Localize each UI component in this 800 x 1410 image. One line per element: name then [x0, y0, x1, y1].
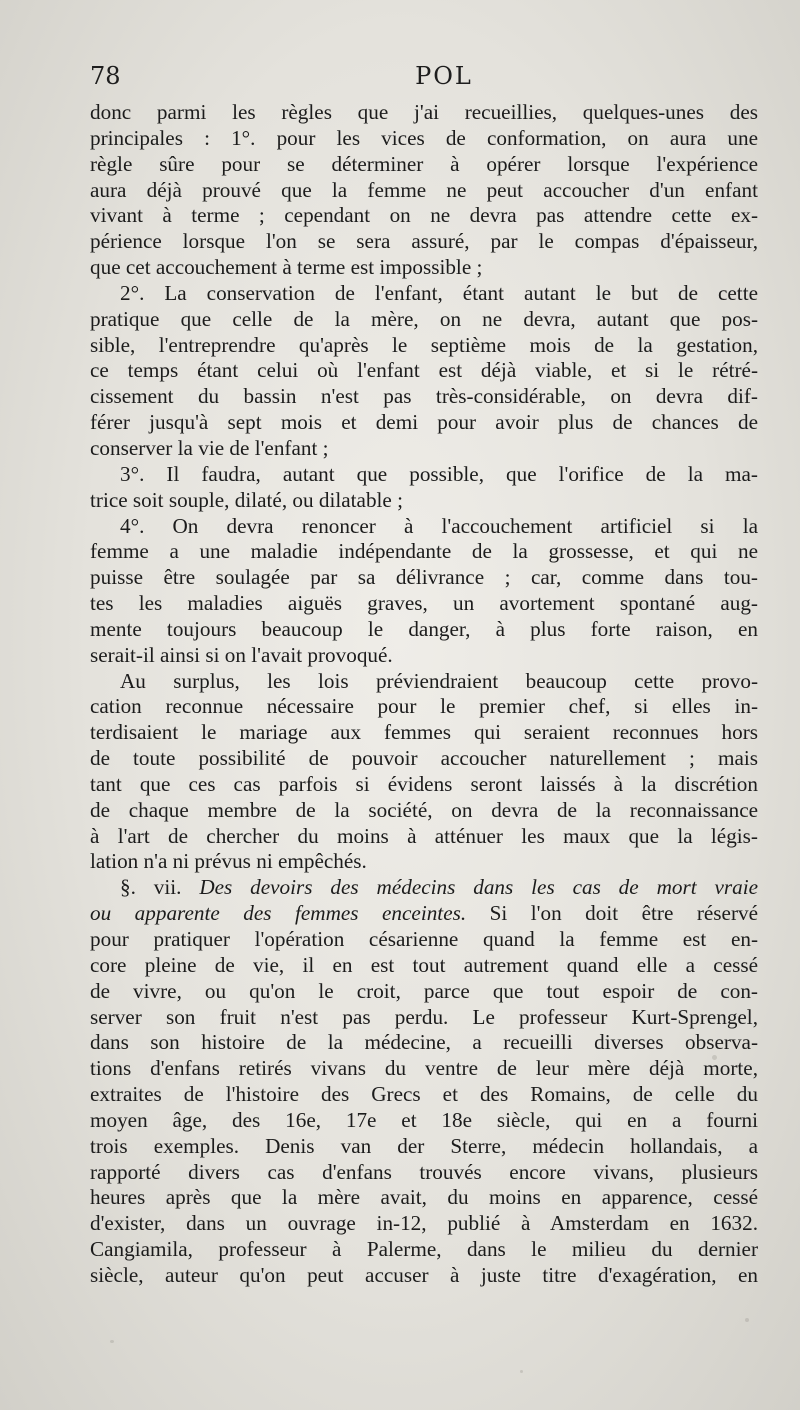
text-segment: donc parmi les règles que j'ai recueillies, quelques-unes des [90, 100, 758, 124]
text-line [90, 565, 758, 591]
text-segment: périence lorsque l'on se sera assuré, par le compas d'épaisseur, [90, 229, 758, 254]
text-line [90, 229, 758, 255]
text-line [90, 410, 758, 436]
text-line [90, 1030, 758, 1056]
running-head: POL [415, 62, 473, 90]
text-line [90, 462, 758, 488]
text-segment: règle sûre pour se déterminer à opérer lorsque l'expérience [90, 151, 758, 176]
text-line [90, 1160, 758, 1186]
text-segment: lation n'a ni prévus ni empêchés. [90, 849, 367, 874]
text-segment: que cet accouchement à terme est impossible ; [90, 255, 483, 280]
text-segment: tes les maladies aiguës graves, un avortement spontané aug- [90, 591, 758, 616]
text-segment: Cangiamila, professeur à Palerme, dans le milieu du dernier [90, 1237, 758, 1262]
text-segment: cissement du bassin n'est pas très-considérable, on devra dif- [90, 384, 758, 409]
text-segment: moyen âge, des 16e, 17e et 18e siècle, qui en a fourni [90, 1107, 758, 1132]
text-segment: 3°. Il faudra, autant que possible, que l'orifice de la ma- [120, 461, 758, 486]
text-segment: aura déjà prouvé que la femme ne peut accoucher d'un enfant [90, 177, 758, 202]
text-line [90, 1056, 758, 1082]
text-segment: sible, l'entreprendre qu'après le septième mois de la gestation, [90, 332, 758, 357]
text-segment: rapporté divers cas d'enfans trouvés encore vivans, plusieurs [90, 1159, 758, 1184]
text-line [90, 720, 758, 746]
text-line [90, 1211, 758, 1237]
text-segment: §. vii. [120, 875, 200, 900]
text-line [90, 358, 758, 384]
body-text [90, 100, 758, 1289]
text-line [90, 927, 758, 953]
text-segment: trice soit souple, dilaté, ou dilatable ; [90, 487, 404, 512]
text-line [90, 255, 758, 281]
text-line [90, 772, 758, 798]
text-segment: principales : 1°. pour les vices de conformation, on aura une [90, 125, 758, 150]
text-line [90, 178, 758, 204]
text-line [90, 152, 758, 178]
page-number: 78 [90, 62, 121, 90]
text-segment: de chaque membre de la société, on devra de la reconnaissance [90, 797, 758, 822]
text-line [90, 694, 758, 720]
text-line [90, 203, 758, 229]
text-segment: Si l'on doit être réservé [466, 901, 758, 926]
text-segment: de toute possibilité de pouvoir accoucher naturellement ; mais [90, 746, 758, 771]
text-line [90, 617, 758, 643]
text-segment: conserver la vie de l'enfant ; [90, 435, 329, 460]
text-line [90, 1005, 758, 1031]
paper-spot [520, 1370, 523, 1373]
italic-text: ou apparente des femmes enceintes. [90, 901, 467, 926]
text-line [90, 953, 758, 979]
text-segment: pour pratiquer l'opération césarienne quand la femme est en- [90, 927, 758, 951]
text-segment: 4°. On devra renoncer à l'accouchement artificiel si la [120, 513, 758, 538]
text-line [90, 307, 758, 333]
text-segment: 2°. La conservation de l'enfant, étant autant le but de cette [120, 280, 758, 305]
text-segment: tant que ces cas parfois si évidens seront laissés à la discrétion [90, 771, 758, 796]
text-segment: dans son histoire de la médecine, a recueilli diverses observa- [90, 1030, 758, 1055]
text-segment: vivant à terme ; cependant on ne devra pas attendre cette ex- [90, 203, 758, 228]
text-line [90, 669, 758, 695]
text-line [90, 436, 758, 462]
text-line [90, 1185, 758, 1211]
text-line [90, 979, 758, 1005]
text-segment: cation reconnue nécessaire pour le premier chef, si elles in- [90, 694, 758, 719]
text-line [90, 1263, 758, 1289]
text-line [90, 1237, 758, 1263]
text-line [90, 281, 758, 307]
text-segment: tions d'enfans retirés vivans du ventre de leur mère déjà morte, [90, 1056, 758, 1081]
text-line [90, 333, 758, 359]
text-segment: à l'art de chercher du moins à atténuer les maux que la légis- [90, 823, 758, 848]
text-segment: terdisaient le mariage aux femmes qui seraient reconnues hors [90, 720, 758, 745]
text-line [90, 875, 758, 901]
text-line [90, 798, 758, 824]
text-segment: mente toujours beaucoup le danger, à plus forte raison, en [90, 616, 758, 641]
text-line [90, 126, 758, 152]
text-segment: extraites de l'histoire des Grecs et des Romains, de celle du [90, 1082, 758, 1107]
text-line [90, 384, 758, 410]
text-segment: server son fruit n'est pas perdu. Le professeur Kurt-Sprengel, [90, 1004, 758, 1029]
text-segment: de vivre, ou qu'on le croit, parce que tout espoir de con- [90, 978, 758, 1003]
text-segment: heures après que la mère avait, du moins en apparence, cessé [90, 1185, 758, 1210]
text-line [90, 1082, 758, 1108]
text-line [90, 1108, 758, 1134]
paper-spot [110, 1340, 114, 1343]
text-segment: siècle, auteur qu'on peut accuser à juste titre d'exagération, en [90, 1262, 758, 1287]
text-line [90, 539, 758, 565]
text-segment: Au surplus, les lois préviendraient beaucoup cette provo- [120, 668, 758, 693]
text-segment: femme a une maladie indépendante de la grossesse, et qui ne [90, 539, 758, 564]
text-segment: férer jusqu'à sept mois et demi pour avoir plus de chances de [90, 410, 758, 435]
text-segment: ce temps étant celui où l'enfant est déjà viable, et si le rétré- [90, 358, 758, 383]
paper-spot [745, 1318, 749, 1322]
text-line [90, 901, 758, 927]
italic-text: Des devoirs des médecins dans les cas de mort vraie [199, 875, 758, 900]
text-line [90, 643, 758, 669]
text-line [90, 100, 758, 126]
text-line [90, 849, 758, 875]
text-line [90, 488, 758, 514]
text-line [90, 1134, 758, 1160]
text-line [90, 746, 758, 772]
text-line [90, 591, 758, 617]
text-segment: serait-il ainsi si on l'avait provoqué. [90, 642, 393, 667]
text-segment: trois exemples. Denis van der Sterre, médecin hollandais, a [90, 1133, 758, 1158]
page-header [88, 62, 760, 98]
text-line [90, 514, 758, 540]
text-line [90, 824, 758, 850]
text-segment: core pleine de vie, il en est tout autrement quand elle a cessé [90, 952, 758, 977]
text-segment: pratique que celle de la mère, on ne devra, autant que pos- [90, 306, 758, 331]
text-segment: d'exister, dans un ouvrage in-12, publié à Amsterdam en 1632. [90, 1211, 758, 1236]
text-segment: puisse être soulagée par sa délivrance ; car, comme dans tou- [90, 565, 758, 590]
